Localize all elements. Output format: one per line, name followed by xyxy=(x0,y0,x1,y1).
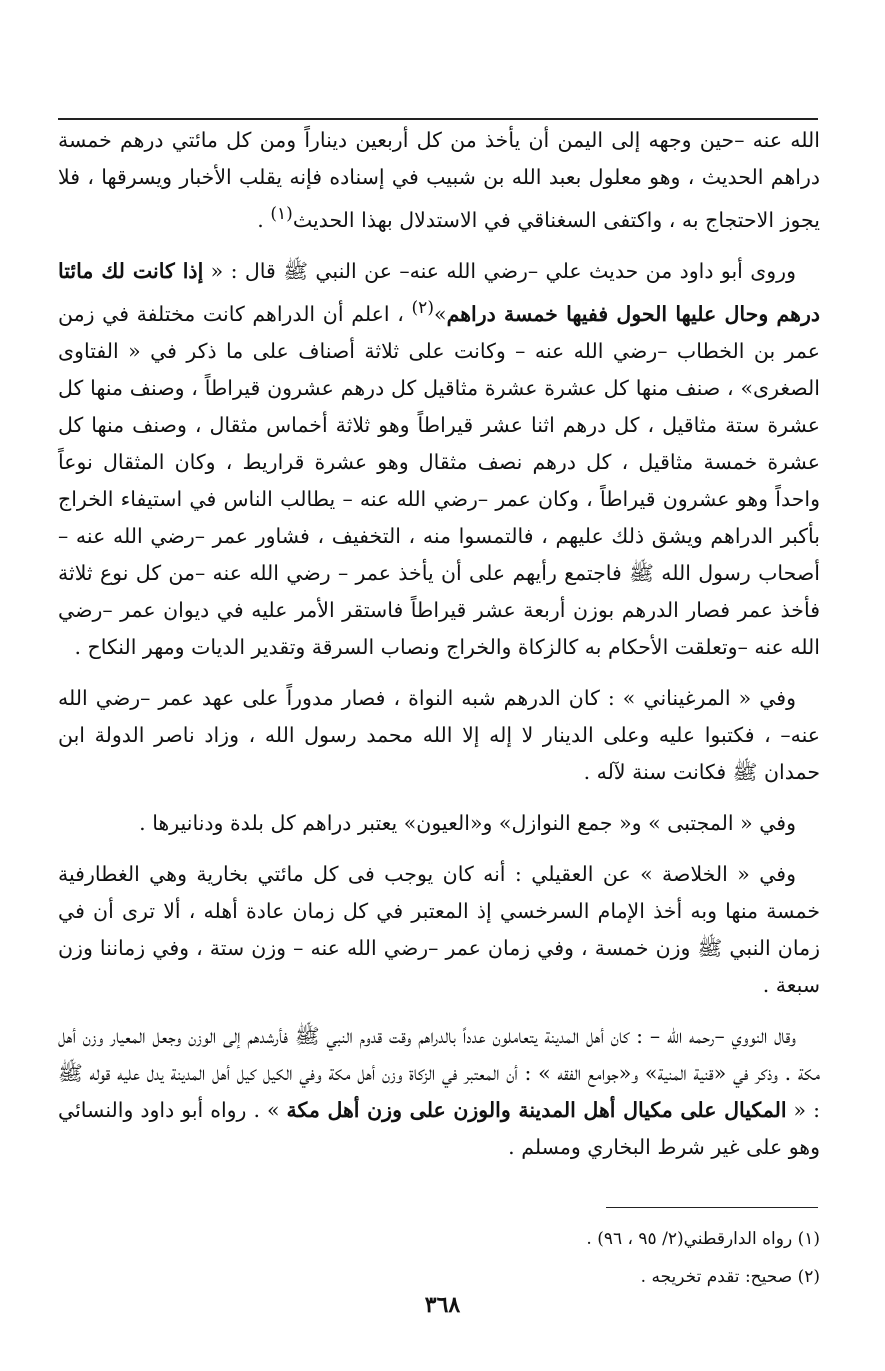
paragraph xyxy=(58,1018,820,1166)
footnote-1: (١) رواه الدارقطني(٢/ ٩٥ ، ٩٦) . xyxy=(586,1229,820,1249)
footnote-2: (٢) صحيح: تقدم تخريجه . xyxy=(640,1267,820,1287)
paragraph xyxy=(58,122,820,239)
text-segment: وقال النووي –رحمه الله – : كان أهل المدينة يتعاملون عدداً بالدراهم وقت قدوم النبي ﷺ فأرشدهم إلى الوزن وجعل المعيار وزن أهل مكة . وذكر في «قنية المنية» و«جوامع الفقه » : أن المعتبر في الزكاة وزن أهل مكة وفي الكيل كيل أهل المدينة يدل عليه قوله ﷺ : « xyxy=(58,1023,820,1122)
paragraph xyxy=(58,856,820,1004)
paragraph xyxy=(58,680,820,791)
main-text xyxy=(58,122,820,1180)
text-segment: . xyxy=(257,207,271,232)
footnotes xyxy=(58,1222,820,1298)
footnote-marker: (١) xyxy=(270,204,293,224)
paragraph xyxy=(58,805,820,842)
text-segment: » . رواه أبو داود والنسائي وهو على غير شرط البخاري ومسلم . xyxy=(58,1097,820,1159)
page-number: ٣٦٨ xyxy=(424,1292,461,1318)
hadith-quote: المكيال على مكيال أهل المدينة والوزن على وزن أهل مكة xyxy=(286,1097,787,1122)
header-rule xyxy=(58,118,818,120)
text-segment: وفي « الخلاصة » عن العقيلي : أنه كان يوجب فى كل مائتي بخارية وهي الغطارفية خمسة منها وبه أخذ الإمام السرخسي إذ المعتبر في كل زمان عادة أهله ، ألا ترى أن في زمان النبي ﷺ وزن خمسة ، وفي زمان عمر –رضي الله عنه – وزن ستة ، وفي زماننا وزن سبعة . xyxy=(58,861,820,997)
footnote-separator xyxy=(606,1207,818,1208)
text-segment: وفي « المجتبى » و« جمع النوازل» و«العيون» يعتبر دراهم كل بلدة ودنانيرها . xyxy=(139,810,796,835)
footnote-marker: (٢) xyxy=(411,297,435,318)
hadith-quote: إذا كانت لك مائتا درهم وحال عليها الحول ففيها خمسة دراهم xyxy=(58,258,821,326)
paragraph xyxy=(58,253,820,666)
text-segment: الله عنه –حين وجهه إلى اليمن أن يأخذ من كل أربعين ديناراً ومن كل مائتي درهم خمسة دراهم الحديث ، وهو معلول بعبد الله بن شبيب في إسناده فإنه يقلب الأخبار ويسرقها ، فلا يجوز الاحتجاج به ، واكتفى السغناقي في الاستدلال بهذا الحديث xyxy=(58,128,820,232)
text-segment: » xyxy=(434,301,447,326)
text-segment: ، اعلم أن الدراهم كانت مختلفة في زمن عمر بن الخطاب –رضي الله عنه – وكانت على ثلاثة أصناف على ما ذكر في « الفتاوى الصغرى» ، صنف منها كل عشرة عشرة مثاقيل كل درهم عشرون قيراطاً ، وصنف منها كل عشرة ستة مثاقيل ، كل درهم اثنا عشر قيراطاً وهو ثلاثة أخماس مثقال ، وصنف منها كل عشرة خمسة مثاقيل ، كل درهم نصف مثقال وهو عشرة قراريط ، وكان المثقال نوعاً واحداً وهو عشرون قيراطاً ، وكان عمر –رضي الله عنه – يطالب الناس في استيفاء الخراج بأكبر الدراهم ويشق ذلك عليهم ، فالتمسوا منه ، التخفيف ، فشاور عمر –رضي الله عنه –أصحاب رسول الله ﷺ فاجتمع رأيهم على أن يأخذ عمر – رضي الله عنه –من كل نوع ثلاثة فأخذ عمر فصار الدرهم بوزن أربعة عشر قيراطاً فاستقر الأمر عليه في ديوان عمر –رضي الله عنه –وتعلقت الأحكام به كالزكاة والخراج ونصاب السرقة وتقدير الديات ومهر النكاح . xyxy=(58,301,820,659)
text-segment: وفي « المرغيناني » : كان الدرهم شبه النواة ، فصار مدوراً على عهد عمر –رضي الله عنه– ، فكتبوا عليه وعلى الدينار لا إله إلا الله محمد رسول الله ، وزاد ناصر الدولة ابن حمدان ﷺ فكانت سنة لآله . xyxy=(58,685,820,784)
text-segment: وروى أبو داود من حديث علي –رضي الله عنه– عن النبي ﷺ قال : « xyxy=(203,258,796,283)
